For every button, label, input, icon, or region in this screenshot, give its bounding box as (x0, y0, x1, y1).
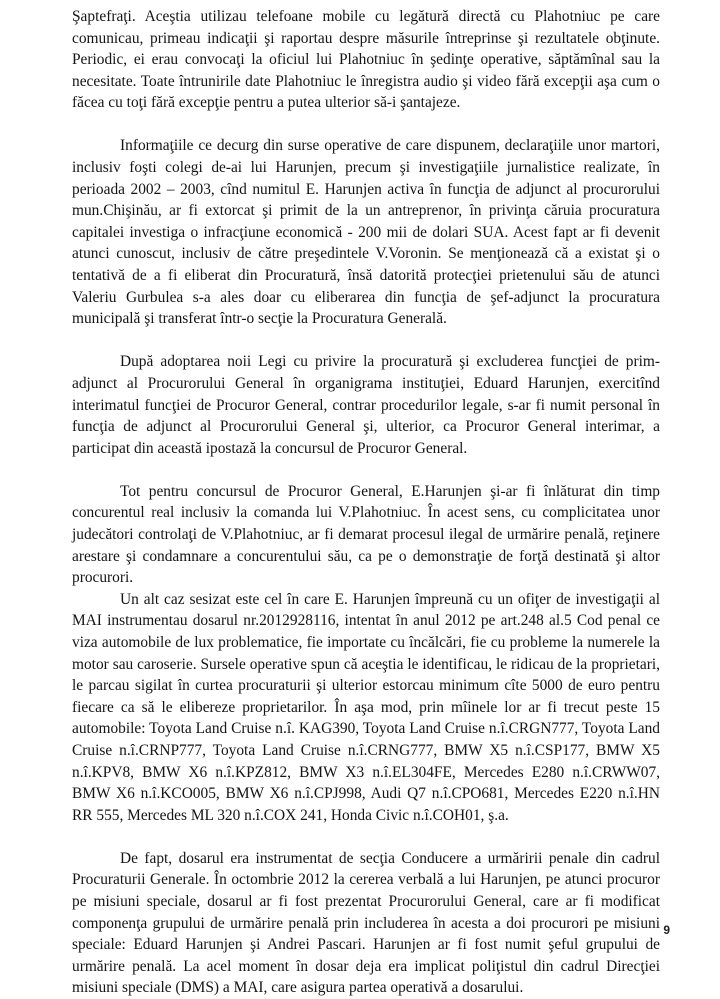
paragraph-de-fapt: De fapt, dosarul era instrumentat de secţia Conducere a urmăririi penale din cadrul Procuraturii Generale. În octombrie 2012 la cererea verbală a lui Harunjen, pe atunci procuror pe misiuni speciale, dosarul ar fi fost prezentat Procurorului General, care ar fi modificat componenţa grupului de urmărire penală prin includerea în acesta a doi procurori pe misiuni speciale: Eduard Harunjen şi Andrei Pascari. Harunjen ar fi fost numit şeful grupului de urmărire penală. La acel moment în dosar deja era implicat poliţistul din cadrul Direcţiei misiuni speciale (DMS) a MAI, care asigura partea operativă a dosarului. (72, 849, 660, 997)
paragraph-informatiile: Informaţiile ce decurg din surse operative de care dispunem, declaraţiile unor martori, inclusiv foşti colegi de-ai lui Harunjen, precum şi investigaţiile jurnalistice realizate, în perioada 2002 – 2003, cînd numitul E. Harunjen activa în funcţia de adjunct al procurorului mun.Chişinău, ar fi extorcat şi primit de la un antreprenor, în privinţa căruia procuratura capitalei investiga o infracţiune economică - 200 mii de dolari SUA. Acest fapt ar fi devenit atunci cunoscut, inclusiv de către preşedintele V.Voronin. Se menţionează că a existat şi o tentativă de a fi eliberat din Procuratură, însă datorită protecţiei prietenului său de atunci Valeriu Gurbulea s-a ales doar cu eliberarea din funcţia de şef-adjunct la procuratura municipală şi transferat într-o secţie la Procuratura Generală. (72, 137, 660, 328)
page-number: 9 (663, 923, 670, 937)
paragraph-dupa-adoptarea: După adoptarea noii Legi cu privire la procuratură şi excluderea funcţiei de prim-adjunct al Procurorului General în organigrama instituţiei, Eduard Harunjen, exercitînd interimatul funcţiei de Procuror General, contrar procedurilor legale, s-ar fi numit personal în funcţia de adjunct al Procurorului General şi, ulterior, ca Procuror General interimar, a participat din această ipostază la concursul de Procuror General. (72, 353, 660, 457)
document-body (72, 6, 660, 999)
paragraph-un-alt-caz: Un alt caz sesizat este cel în care E. Harunjen împreună cu un ofiţer de investigaţii al MAI instrumentau dosarul nr.2012928116, intentat în anul 2012 pe art.248 al.5 Cod penal ce viza automobile de lux problematice, fie importate cu încălcări, fie cu probleme la numerele la motor sau caroserie. Sursele operative spun că aceştia le identificau, le ridicau de la proprietari, le parcau sigilat în curtea procuraturii şi ulterior estorcau minimum cîte 5000 de euro pentru fiecare ca să le elibereze proprietarilor. În aşa mod, prin mîinele lor ar fi trecut peste 15 automobile: Toyota Land Cruise n.î. KAG390, Toyota Land Cruise n.î.CRGN777, Toyota Land Cruise n.î.CRNP777, Toyota Land Cruise n.î.CRNG777, BMW X5 n.î.CSP177, BMW X5 n.î.KPV8, BMW X6 n.î.KPZ812, BMW X3 n.î.EL304FE, Mercedes E280 n.î.CRWW07, BMW X6 n.î.KCO005, BMW X6 n.î.CPJ998, Audi Q7 n.î.CPO681, Mercedes E220 n.î.HN RR 555, Mercedes ML 320 n.î.COX 241, Honda Civic n.î.COH01, ş.a. (72, 590, 660, 824)
paragraph-continuation: Şaptefraţi. Aceştia utilizau telefoane mobile cu legătură directă cu Plahotniuc pe care comunicau, primeau indicaţii şi raportau despre măsurile întreprinse şi rezultatele obţinute. Periodic, ei erau convocaţi la oficiul lui Plahotniuc în şedinţe operative, săptămînal sau la necesitate. Toate întrunirile date Plahotniuc le înregistra audio şi video fără excepţii aşa cum o făcea cu toţi fără excepţie pentru a putea ulterior să-i şantajeze. (72, 8, 660, 112)
paragraph-tot-pentru: Tot pentru concursul de Procuror General, E.Harunjen şi-ar fi înlăturat din timp concurentul real inclusiv la comanda lui V.Plahotniuc. În acest sens, cu complicitatea unor judecători controlaţi de V.Plahotniuc, ar fi demarat procesul ilegal de urmărire penală, reţinere arestare şi condamnare a concurentului său, ca pe o demonstraţie de forţă destinată şi altor procurori. (72, 482, 660, 587)
